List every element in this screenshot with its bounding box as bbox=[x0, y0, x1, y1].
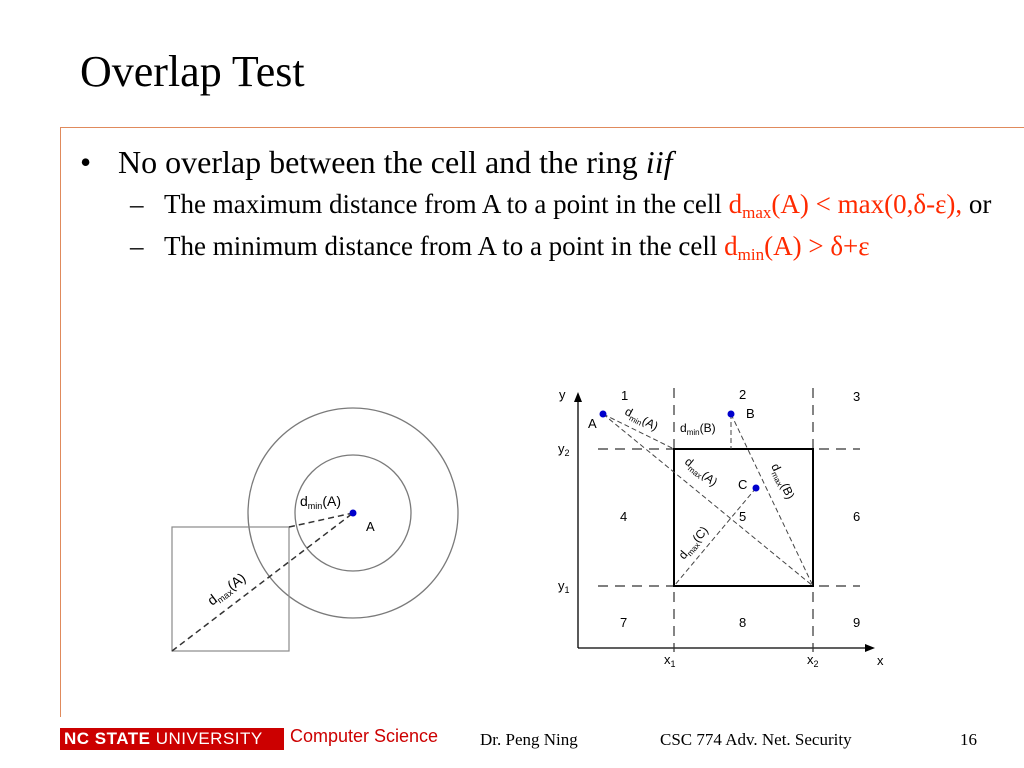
dmin-a-label bbox=[622, 404, 661, 435]
dmax-c-d: d bbox=[675, 547, 691, 562]
dmin-sub: min bbox=[307, 501, 323, 511]
point-b bbox=[728, 411, 735, 418]
logo-bold-text: NC STATE bbox=[64, 729, 151, 748]
dmax-c-line bbox=[674, 488, 756, 586]
point-b-label: B bbox=[746, 406, 755, 421]
dmin-arg: (A) bbox=[322, 493, 341, 509]
formula-condition: < max(0,δ-ε), bbox=[815, 189, 963, 219]
course-name: CSC 774 Adv. Net. Security bbox=[660, 730, 852, 749]
sub-bullet-tail: or bbox=[962, 189, 992, 219]
dmin-a-d: d bbox=[622, 404, 636, 420]
formula-arg: (A) bbox=[771, 189, 809, 219]
dmax-a-line bbox=[603, 414, 813, 586]
region-8: 8 bbox=[739, 615, 747, 630]
dmax-b-label bbox=[767, 461, 798, 502]
region-2: 2 bbox=[739, 387, 747, 402]
formula-arg: (A) bbox=[764, 231, 802, 261]
formula-condition: > δ+ε bbox=[808, 231, 870, 261]
point-a-label: A bbox=[588, 416, 597, 431]
bullet-marker: • bbox=[80, 144, 92, 180]
region-6: 6 bbox=[853, 509, 861, 524]
point-c-label: C bbox=[738, 477, 748, 492]
dmax-c-sub: max bbox=[685, 540, 702, 559]
dmax-c-arg: (C) bbox=[689, 523, 712, 546]
dash-marker: – bbox=[130, 231, 144, 261]
tick-y2-sub: 2 bbox=[564, 448, 570, 458]
dmin-b-sub: min bbox=[686, 428, 700, 437]
dmin-a-arg: (A) bbox=[639, 413, 661, 434]
region-7: 7 bbox=[620, 615, 628, 630]
dmax-label bbox=[204, 569, 250, 610]
dmin-d: d bbox=[300, 493, 308, 509]
slide-title: Overlap Test bbox=[80, 47, 305, 96]
dmin-label bbox=[300, 493, 341, 511]
sub-bullet-text: The minimum distance from A to a point in the cell bbox=[164, 231, 725, 261]
bullet-text: No overlap between the cell and the ring bbox=[118, 144, 646, 180]
sub-bullet-text: The maximum distance from A to a point in the cell bbox=[164, 189, 729, 219]
dmin-b-arg: (B) bbox=[699, 421, 716, 435]
tick-x2-sub: 2 bbox=[813, 659, 819, 669]
dmax-b-arg: (B) bbox=[777, 480, 798, 502]
author-name: Dr. Peng Ning bbox=[480, 730, 578, 749]
point-a bbox=[600, 411, 607, 418]
point-a bbox=[350, 510, 357, 517]
region-3: 3 bbox=[853, 389, 861, 404]
dmax-b-line bbox=[731, 414, 813, 586]
x-axis-arrow bbox=[865, 644, 875, 652]
dmax-d: d bbox=[204, 590, 221, 609]
ncsu-logo bbox=[60, 728, 284, 750]
dmin-a-sub: min bbox=[627, 413, 644, 428]
tick-x1-sub: 1 bbox=[670, 659, 676, 669]
dmax-line bbox=[172, 513, 353, 651]
tick-y2-base: y bbox=[558, 441, 565, 456]
dmax-c-label bbox=[676, 523, 713, 563]
dmax-a-d: d bbox=[682, 454, 697, 470]
y-axis-label: y bbox=[559, 387, 566, 402]
tick-x2-base: x bbox=[807, 652, 814, 667]
dmax-sub: max bbox=[215, 587, 235, 606]
department-name: Computer Science bbox=[290, 726, 439, 746]
formula-subscript: min bbox=[737, 245, 765, 264]
x-axis-label: x bbox=[877, 653, 884, 668]
region-5: 5 bbox=[739, 509, 747, 524]
tick-y1-base: y bbox=[558, 578, 565, 593]
dmax-b-sub: max bbox=[769, 470, 785, 488]
tick-x1-base: x bbox=[664, 652, 671, 667]
point-a-label: A bbox=[366, 519, 375, 534]
region-4: 4 bbox=[620, 509, 628, 524]
bullet-emphasis: iif bbox=[645, 144, 673, 180]
region-1: 1 bbox=[621, 388, 629, 403]
dmax-arg: (A) bbox=[223, 569, 249, 594]
dmin-b-d: d bbox=[680, 421, 687, 435]
formula-d: d bbox=[728, 189, 743, 219]
logo-thin-text: UNIVERSITY bbox=[150, 729, 263, 748]
dmax-b-d: d bbox=[768, 461, 784, 474]
page-number: 16 bbox=[960, 730, 977, 749]
y-axis-arrow bbox=[574, 392, 582, 402]
tick-x2 bbox=[807, 652, 819, 669]
formula-d: d bbox=[724, 231, 738, 261]
tick-y1 bbox=[558, 578, 570, 595]
dmax-a-arg: (A) bbox=[699, 468, 721, 490]
tick-y1-sub: 1 bbox=[564, 585, 570, 595]
slide-footer bbox=[0, 716, 1024, 768]
region-grid-figure bbox=[558, 387, 884, 669]
tick-x1 bbox=[664, 652, 676, 669]
region-9: 9 bbox=[853, 615, 861, 630]
dash-marker: – bbox=[130, 189, 144, 219]
tick-y2 bbox=[558, 441, 570, 458]
dmax-a-sub: max bbox=[686, 464, 704, 481]
dmin-b-label bbox=[680, 421, 716, 437]
dmax-a-label bbox=[681, 454, 720, 490]
formula-subscript: max bbox=[742, 203, 772, 222]
point-c bbox=[753, 485, 760, 492]
